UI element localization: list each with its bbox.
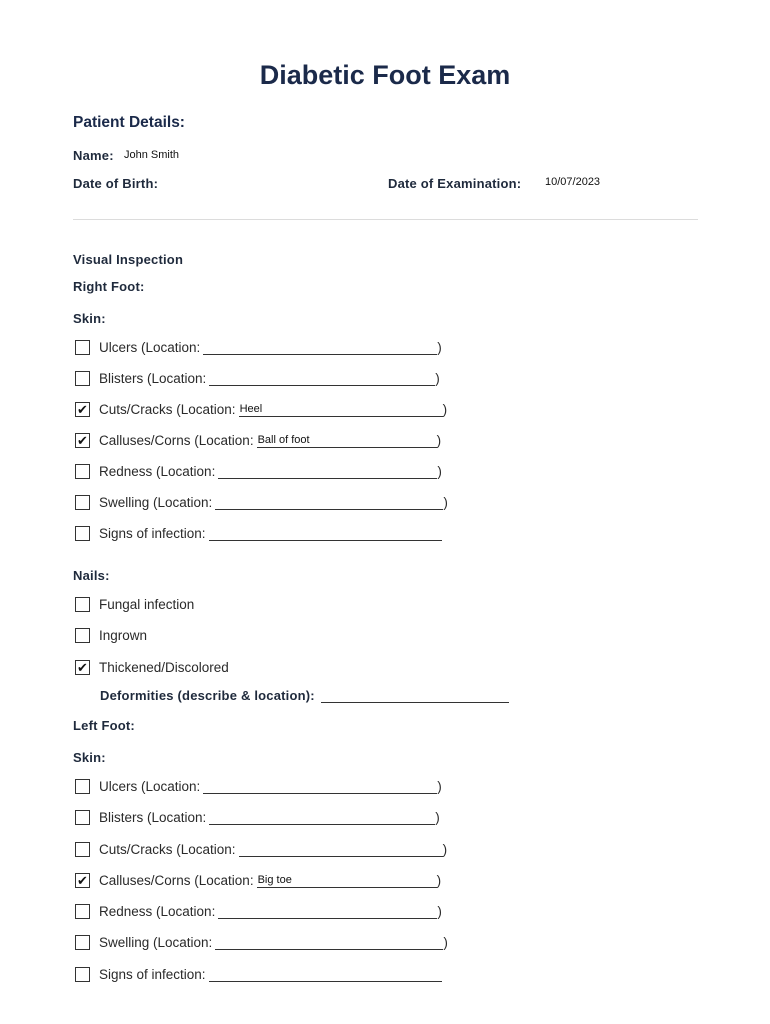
left-skin-label: Ulcers (Location: — [99, 778, 201, 794]
left-skin-checkbox[interactable] — [75, 810, 90, 825]
right-foot-heading: Right Foot: — [73, 279, 145, 294]
right-skin-close-paren: ) — [435, 370, 440, 386]
left-skin-checkbox[interactable] — [75, 904, 90, 919]
left-skin-checkbox[interactable] — [75, 779, 90, 794]
left-skin-location-field[interactable] — [209, 810, 435, 825]
dob-field[interactable] — [175, 177, 325, 191]
left-skin-location-field[interactable] — [257, 873, 437, 888]
dob-label: Date of Birth: — [73, 176, 159, 191]
right-nails-heading: Nails: — [73, 568, 110, 583]
left-skin-item — [75, 901, 442, 921]
right-skin-label: Swelling (Location: — [99, 494, 213, 510]
patient-details-heading: Patient Details: — [73, 114, 185, 131]
right-skin-close-paren: ) — [442, 401, 448, 417]
right-skin-checkbox[interactable] — [75, 526, 90, 541]
right-skin-checkbox[interactable]: ✔ — [75, 433, 90, 448]
right-skin-location-field[interactable] — [209, 371, 435, 386]
name-label: Name: — [73, 148, 114, 163]
right-skin-checkbox[interactable]: ✔ — [75, 402, 90, 417]
left-skin-item — [75, 870, 441, 890]
left-skin-item — [75, 807, 440, 827]
visual-inspection-heading: Visual Inspection — [73, 252, 184, 267]
right-skin-close-paren: ) — [437, 463, 442, 479]
left-skin-location-field[interactable] — [239, 842, 443, 857]
right-skin-checkbox[interactable] — [75, 464, 90, 479]
deformities-field[interactable] — [321, 688, 509, 703]
right-nail-checkbox[interactable] — [75, 597, 90, 612]
left-skin-location-field[interactable] — [209, 967, 442, 982]
left-skin-location-field[interactable] — [215, 935, 443, 950]
right-skin-checkbox[interactable] — [75, 340, 90, 355]
right-skin-item — [75, 337, 442, 357]
right-skin-label: Blisters (Location: — [99, 370, 207, 386]
right-skin-close-paren: ) — [436, 432, 442, 448]
left-skin-checkbox[interactable] — [75, 967, 90, 982]
name-field[interactable]: John Smith — [124, 149, 180, 161]
right-skin-location-field[interactable] — [257, 433, 437, 448]
right-skin-location-field[interactable] — [239, 402, 443, 417]
left-skin-item — [75, 776, 442, 796]
left-skin-close-paren: ) — [442, 841, 448, 857]
left-skin-location-field[interactable] — [218, 904, 437, 919]
left-skin-heading: Skin: — [73, 750, 106, 765]
deformities-label: Deformities (describe & location): — [100, 688, 315, 703]
left-skin-label: Redness (Location: — [99, 903, 216, 919]
exam-date-label: Date of Examination: — [388, 176, 522, 191]
left-skin-checkbox[interactable]: ✔ — [75, 873, 90, 888]
right-skin-item — [75, 430, 441, 450]
left-skin-close-paren: ) — [435, 809, 440, 825]
right-skin-location-field[interactable] — [209, 526, 442, 541]
right-skin-location-field[interactable] — [203, 340, 437, 355]
right-skin-heading: Skin: — [73, 311, 106, 326]
right-nail-item — [75, 594, 194, 614]
right-nail-item — [75, 657, 229, 677]
section-divider — [73, 219, 698, 220]
left-skin-checkbox[interactable] — [75, 842, 90, 857]
left-foot-heading: Left Foot: — [73, 718, 135, 733]
right-skin-item — [75, 399, 447, 419]
left-skin-location-value: Big toe — [257, 873, 292, 886]
right-skin-location-value: Heel — [239, 402, 263, 415]
right-skin-label: Redness (Location: — [99, 463, 216, 479]
left-skin-label: Blisters (Location: — [99, 809, 207, 825]
left-skin-label: Signs of infection: — [99, 966, 206, 982]
right-nail-label: Fungal infection — [99, 596, 195, 612]
right-nail-label: Ingrown — [99, 627, 148, 643]
right-skin-location-field[interactable] — [215, 495, 443, 510]
right-skin-item — [75, 368, 440, 388]
right-skin-location-value: Ball of foot — [257, 433, 310, 446]
left-skin-location-field[interactable] — [203, 779, 437, 794]
page-title: Diabetic Foot Exam — [259, 60, 511, 90]
left-skin-label: Cuts/Cracks (Location: — [99, 841, 236, 857]
left-skin-checkbox[interactable] — [75, 935, 90, 950]
deformities-row — [100, 688, 509, 703]
left-skin-close-paren: ) — [437, 778, 442, 794]
right-skin-item — [75, 492, 448, 512]
left-skin-close-paren: ) — [443, 934, 448, 950]
right-skin-label: Signs of infection: — [99, 525, 206, 541]
right-nail-checkbox[interactable]: ✔ — [75, 660, 90, 675]
right-skin-item — [75, 461, 442, 481]
right-skin-item — [75, 523, 442, 543]
right-nail-checkbox[interactable] — [75, 628, 90, 643]
right-skin-label: Cuts/Cracks (Location: — [99, 401, 236, 417]
right-skin-location-field[interactable] — [218, 464, 437, 479]
left-skin-close-paren: ) — [437, 903, 442, 919]
right-skin-checkbox[interactable] — [75, 495, 90, 510]
right-skin-checkbox[interactable] — [75, 371, 90, 386]
left-skin-item — [75, 932, 448, 952]
left-skin-item — [75, 839, 447, 859]
right-skin-close-paren: ) — [437, 339, 442, 355]
right-skin-label: Ulcers (Location: — [99, 339, 201, 355]
right-nail-label: Thickened/Discolored — [99, 659, 229, 675]
left-skin-item — [75, 964, 442, 984]
left-skin-label: Swelling (Location: — [99, 934, 213, 950]
right-nail-item — [75, 625, 147, 645]
right-skin-close-paren: ) — [443, 494, 448, 510]
left-skin-label: Calluses/Corns (Location: — [99, 872, 254, 888]
right-skin-label: Calluses/Corns (Location: — [99, 432, 254, 448]
left-skin-close-paren: ) — [436, 872, 442, 888]
exam-date-field[interactable]: 10/07/2023 — [545, 176, 601, 188]
